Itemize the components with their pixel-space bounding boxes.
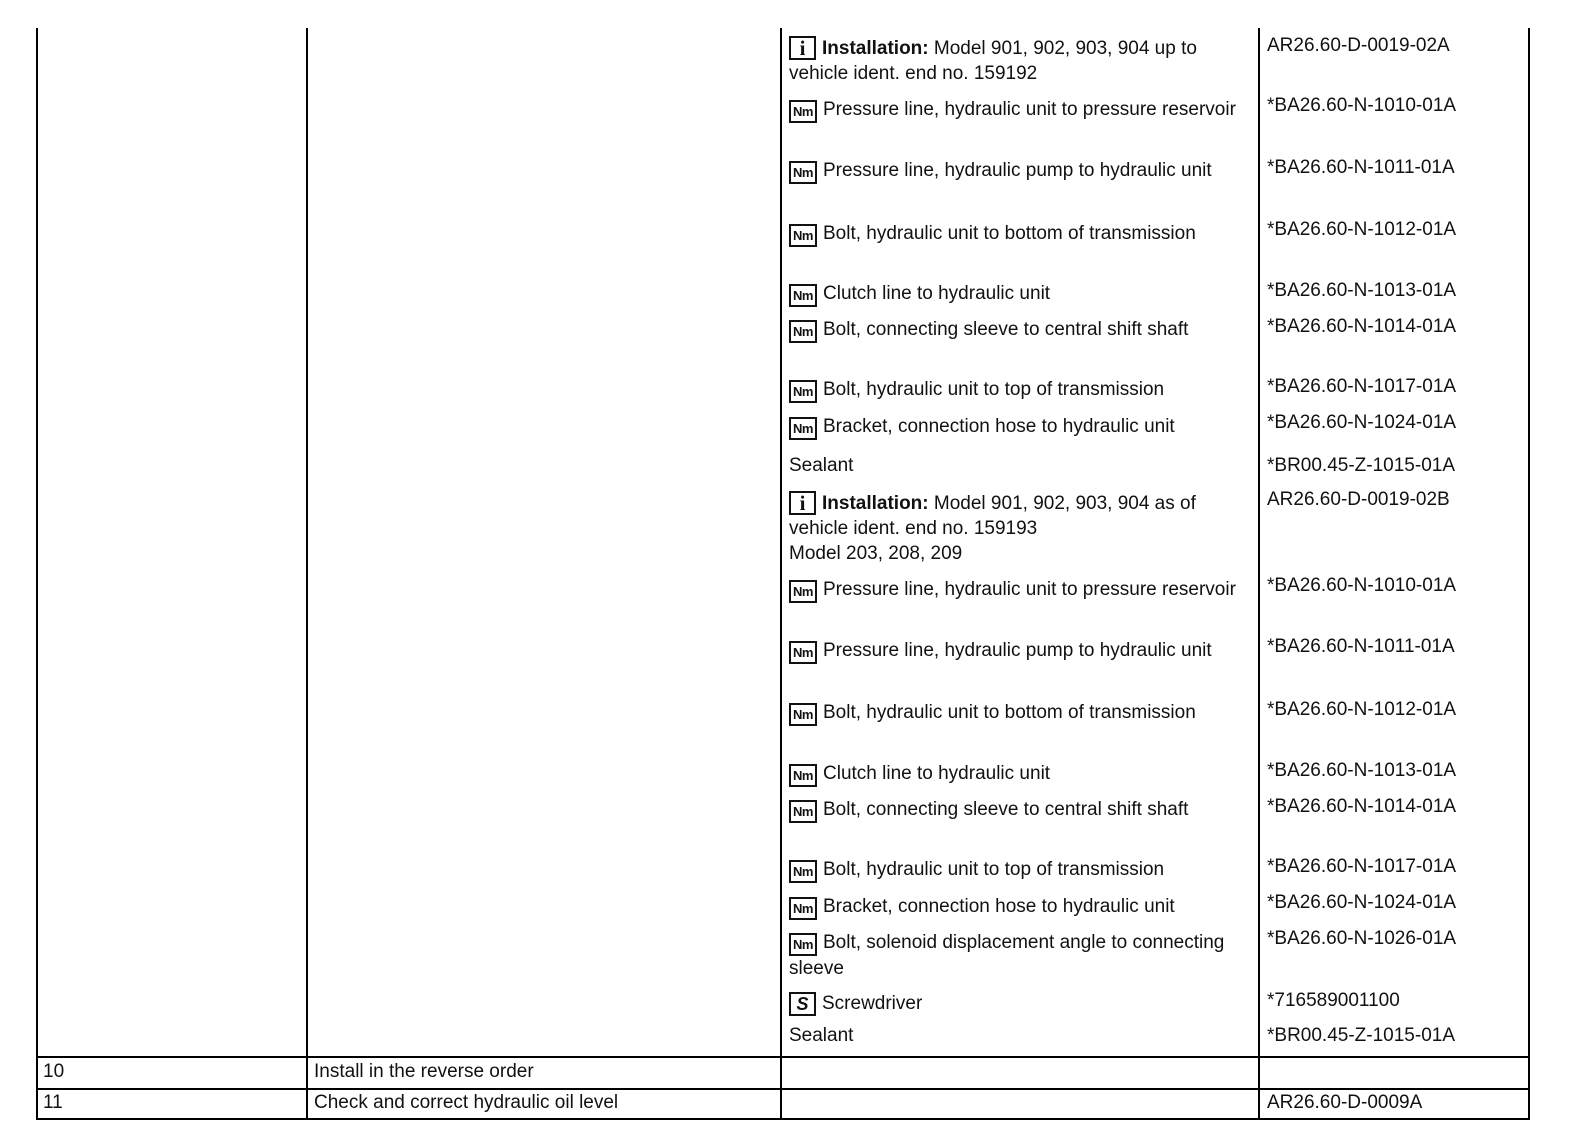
step-text: Check and correct hydraulic oil level bbox=[314, 1092, 619, 1113]
table-row bbox=[789, 281, 1259, 307]
entry-text: Pressure line, hydraulic unit to pressure reservoir bbox=[823, 579, 1236, 600]
entry-reference: *BR00.45-Z-1015-01A bbox=[1267, 455, 1455, 476]
entry-reference: *BR00.45-Z-1015-01A bbox=[1267, 1025, 1455, 1046]
table-row bbox=[789, 761, 1259, 787]
entry-reference: *BA26.60-N-1011-01A bbox=[1267, 157, 1455, 178]
entry-text: Bolt, connecting sleeve to central shift shaft bbox=[823, 799, 1189, 820]
step-number: 10 bbox=[43, 1061, 65, 1082]
entry-text: Bolt, hydraulic unit to top of transmission bbox=[823, 379, 1165, 400]
column-divider-2 bbox=[780, 28, 782, 1120]
entry-reference: *BA26.60-N-1017-01A bbox=[1267, 856, 1457, 877]
table-row bbox=[789, 991, 1259, 1016]
entry-text: Model 901, 902, 903, 904 as of vehicle ident. end no. 159193 bbox=[789, 493, 1196, 539]
entry-text: Bracket, connection hose to hydraulic unit bbox=[823, 416, 1175, 437]
torque-icon: Nm bbox=[789, 703, 817, 726]
table-row bbox=[789, 797, 1259, 823]
row-divider-step-10 bbox=[36, 1056, 1530, 1058]
torque-icon: Nm bbox=[789, 100, 817, 123]
torque-icon: Nm bbox=[789, 417, 817, 440]
table-row bbox=[789, 36, 1259, 86]
torque-icon: Nm bbox=[789, 380, 817, 403]
table-border-right bbox=[1528, 28, 1530, 1120]
table-row bbox=[789, 1023, 1259, 1048]
table-row bbox=[789, 377, 1259, 403]
torque-icon: Nm bbox=[789, 860, 817, 883]
column-divider-1 bbox=[306, 28, 308, 1120]
table-row bbox=[789, 414, 1259, 440]
step-reference: AR26.60-D-0009A bbox=[1267, 1092, 1423, 1113]
entry-text: Bolt, hydraulic unit to top of transmission bbox=[823, 859, 1165, 880]
info-icon: i bbox=[789, 36, 816, 60]
entry-reference: AR26.60-D-0019-02B bbox=[1267, 489, 1450, 510]
tool-icon: S bbox=[789, 992, 816, 1016]
info-icon: i bbox=[789, 491, 816, 515]
table-row bbox=[789, 857, 1259, 883]
table-row bbox=[789, 577, 1259, 603]
table-row bbox=[789, 317, 1259, 343]
entry-reference: *BA26.60-N-1011-01A bbox=[1267, 636, 1455, 657]
entry-reference: *BA26.60-N-1010-01A bbox=[1267, 95, 1457, 116]
entry-text: Bolt, solenoid displacement angle to connecting sleeve bbox=[789, 932, 1225, 979]
entry-reference: *BA26.60-N-1010-01A bbox=[1267, 575, 1457, 596]
entry-reference: *BA26.60-N-1024-01A bbox=[1267, 412, 1457, 433]
step-number: 11 bbox=[43, 1092, 63, 1113]
torque-icon: Nm bbox=[789, 224, 817, 247]
table-row bbox=[789, 894, 1259, 920]
torque-icon: Nm bbox=[789, 933, 817, 956]
torque-icon: Nm bbox=[789, 800, 817, 823]
torque-icon: Nm bbox=[789, 320, 817, 343]
torque-icon: Nm bbox=[789, 161, 817, 184]
entry-text: Clutch line to hydraulic unit bbox=[823, 763, 1051, 784]
table-border-left bbox=[36, 28, 38, 1120]
table-row bbox=[789, 97, 1259, 123]
entry-text: Model 901, 902, 903, 904 up to vehicle ident. end no. 159192 bbox=[789, 38, 1197, 84]
entry-text: Pressure line, hydraulic pump to hydraulic unit bbox=[823, 160, 1212, 181]
entry-text: Screwdriver bbox=[822, 993, 923, 1014]
table-row bbox=[789, 930, 1259, 981]
entry-text: Bolt, hydraulic unit to bottom of transmission bbox=[823, 702, 1196, 723]
table-row bbox=[789, 700, 1259, 726]
entry-label: Installation: bbox=[822, 493, 929, 514]
entry-reference: *BA26.60-N-1012-01A bbox=[1267, 699, 1457, 720]
entry-reference: *BA26.60-N-1014-01A bbox=[1267, 796, 1457, 817]
entry-text: Bolt, connecting sleeve to central shift shaft bbox=[823, 319, 1189, 340]
table-row bbox=[789, 158, 1259, 184]
torque-icon: Nm bbox=[789, 284, 817, 307]
entry-text: Sealant bbox=[789, 1025, 854, 1046]
table-row bbox=[789, 638, 1259, 664]
entry-text: Pressure line, hydraulic unit to pressure reservoir bbox=[823, 99, 1236, 120]
entry-reference: *BA26.60-N-1013-01A bbox=[1267, 760, 1457, 781]
torque-icon: Nm bbox=[789, 897, 817, 920]
entry-text: Pressure line, hydraulic pump to hydraulic unit bbox=[823, 640, 1212, 661]
entry-reference: *716589001100 bbox=[1267, 990, 1400, 1011]
step-text: Install in the reverse order bbox=[314, 1061, 534, 1082]
entry-reference: *BA26.60-N-1014-01A bbox=[1267, 316, 1457, 337]
table-border-bottom bbox=[36, 1118, 1530, 1120]
entry-reference: *BA26.60-N-1017-01A bbox=[1267, 376, 1457, 397]
entry-reference: *BA26.60-N-1026-01A bbox=[1267, 928, 1457, 949]
entry-reference: *BA26.60-N-1012-01A bbox=[1267, 219, 1457, 240]
torque-icon: Nm bbox=[789, 641, 817, 664]
entry-text: Clutch line to hydraulic unit bbox=[823, 283, 1051, 304]
entry-reference: *BA26.60-N-1024-01A bbox=[1267, 892, 1457, 913]
entry-text: Bracket, connection hose to hydraulic unit bbox=[823, 896, 1175, 917]
entry-reference: AR26.60-D-0019-02A bbox=[1267, 35, 1450, 56]
entry-text: Sealant bbox=[789, 455, 854, 476]
torque-icon: Nm bbox=[789, 580, 817, 603]
table-row bbox=[789, 453, 1259, 478]
entry-text: Bolt, hydraulic unit to bottom of transmission bbox=[823, 223, 1196, 244]
table-row bbox=[789, 221, 1259, 247]
entry-text-secondary: Model 203, 208, 209 bbox=[789, 543, 963, 564]
torque-icon: Nm bbox=[789, 764, 817, 787]
entry-label: Installation: bbox=[822, 38, 929, 59]
table-row bbox=[789, 491, 1259, 566]
entry-reference: *BA26.60-N-1013-01A bbox=[1267, 280, 1457, 301]
